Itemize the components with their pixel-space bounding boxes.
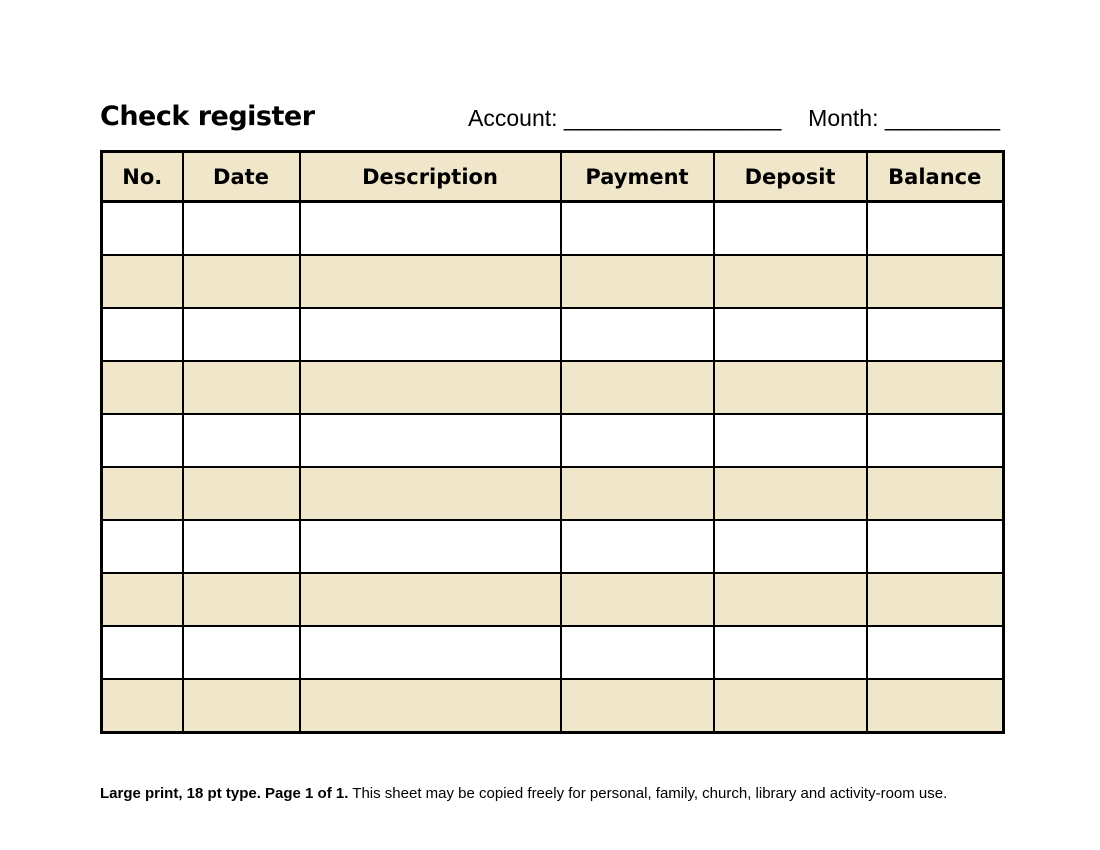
cell-deposit [714, 255, 867, 308]
cell-balance [867, 255, 1004, 308]
cell-date [183, 520, 300, 573]
cell-balance [867, 414, 1004, 467]
cell-deposit [714, 467, 867, 520]
cell-no [102, 361, 183, 414]
cell-description [300, 414, 561, 467]
cell-balance [867, 308, 1004, 361]
cell-payment [561, 520, 714, 573]
cell-description [300, 679, 561, 733]
cell-deposit [714, 573, 867, 626]
cell-no [102, 255, 183, 308]
cell-date [183, 467, 300, 520]
cell-payment [561, 573, 714, 626]
cell-no [102, 308, 183, 361]
cell-description [300, 255, 561, 308]
footer-bold-note: Large print, 18 pt type. Page 1 of 1. [100, 785, 349, 802]
cell-balance [867, 573, 1004, 626]
table-row [102, 573, 1004, 626]
table-row [102, 626, 1004, 679]
cell-deposit [714, 626, 867, 679]
cell-payment [561, 414, 714, 467]
cell-deposit [714, 202, 867, 256]
cell-date [183, 202, 300, 256]
cell-description [300, 467, 561, 520]
column-header-payment: Payment [561, 152, 714, 202]
cell-deposit [714, 679, 867, 733]
cell-balance [867, 520, 1004, 573]
cell-date [183, 361, 300, 414]
cell-payment [561, 202, 714, 256]
column-header-description: Description [300, 152, 561, 202]
cell-description [300, 520, 561, 573]
account-field: Account: _________________ [468, 105, 782, 131]
cell-date [183, 255, 300, 308]
cell-no [102, 467, 183, 520]
table-row [102, 255, 1004, 308]
table-row [102, 361, 1004, 414]
cell-payment [561, 626, 714, 679]
cell-no [102, 202, 183, 256]
cell-deposit [714, 414, 867, 467]
sheet-header [100, 98, 1000, 142]
cell-balance [867, 202, 1004, 256]
cell-no [102, 414, 183, 467]
table-row [102, 467, 1004, 520]
column-header-no: No. [102, 152, 183, 202]
cell-payment [561, 361, 714, 414]
cell-date [183, 626, 300, 679]
footer-copy-note: This sheet may be copied freely for personal, family, church, library and activity-room use. [348, 785, 948, 802]
table-row [102, 520, 1004, 573]
table-row [102, 202, 1004, 256]
header-fields [468, 105, 1000, 132]
cell-balance [867, 467, 1004, 520]
footer-note [100, 784, 1000, 804]
cell-description [300, 361, 561, 414]
cell-deposit [714, 361, 867, 414]
table-row [102, 308, 1004, 361]
cell-payment [561, 308, 714, 361]
cell-deposit [714, 308, 867, 361]
cell-no [102, 679, 183, 733]
cell-payment [561, 255, 714, 308]
cell-no [102, 573, 183, 626]
table-header-row [102, 152, 1004, 202]
cell-description [300, 626, 561, 679]
cell-date [183, 308, 300, 361]
month-field: Month: _________ [808, 105, 1000, 131]
cell-payment [561, 467, 714, 520]
cell-balance [867, 361, 1004, 414]
cell-date [183, 573, 300, 626]
column-header-balance: Balance [867, 152, 1004, 202]
page-title: Check register [100, 101, 315, 132]
cell-payment [561, 679, 714, 733]
cell-balance [867, 626, 1004, 679]
cell-description [300, 573, 561, 626]
check-register-table [100, 150, 1005, 734]
cell-no [102, 626, 183, 679]
cell-date [183, 414, 300, 467]
table-row [102, 414, 1004, 467]
cell-description [300, 308, 561, 361]
cell-no [102, 520, 183, 573]
table-row [102, 679, 1004, 733]
register-body [102, 202, 1004, 733]
printable-sheet [100, 0, 1000, 850]
column-header-date: Date [183, 152, 300, 202]
cell-deposit [714, 520, 867, 573]
cell-balance [867, 679, 1004, 733]
cell-description [300, 202, 561, 256]
cell-date [183, 679, 300, 733]
column-header-deposit: Deposit [714, 152, 867, 202]
